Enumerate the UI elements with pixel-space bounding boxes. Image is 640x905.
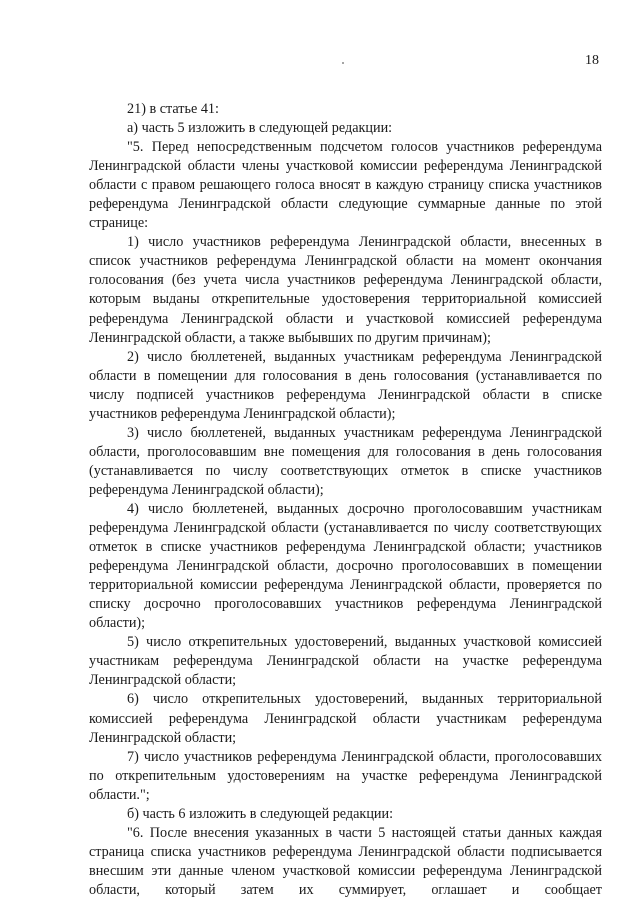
paragraph-part-5-text: "5. Перед непосредственным подсчетом голосов участников референдума Ленинградской области члены участковой комиссии референдума Ленинградской области с правом решающего голоса вносят в каждую страницу списка участников референдума Ленинградской области следующие суммарные данные по этой странице: bbox=[89, 139, 602, 232]
scan-speck bbox=[342, 62, 344, 64]
document-body bbox=[89, 100, 602, 900]
paragraph-item-2: 2) число бюллетеней, выданных участникам референдума Ленинградской области в помещении для голосования в день голосования (устанавливается по числу подписей участников референдума Ленинградской области в списке участников референдума Ленинградской области); bbox=[89, 348, 602, 422]
page-number: 18 bbox=[585, 53, 599, 68]
paragraph-item-4: 4) число бюллетеней, выданных досрочно проголосовавшим участникам референдума Ленинградской области (устанавливается по числу соответствующих отметок в списке участников референдума Ленинградской области; участников референдума Ленинградской области, досрочно проголосовавших в помещении территориальной комиссии референдума Ленинградской области, проверяется по списку досрочно проголосовавших участников референдума Ленинградской области); bbox=[89, 500, 602, 632]
paragraph-item-6: 6) число открепительных удостоверений, выданных территориальной комиссией референдума Ленинградской области участникам референдума Ленинградской области; bbox=[89, 691, 602, 746]
paragraph-item-5: 5) число открепительных удостоверений, выданных участковой комиссией участникам референдума Ленинградской области на участке референдума Ленинградской области; bbox=[89, 634, 602, 689]
paragraph-item-3: 3) число бюллетеней, выданных участникам референдума Ленинградской области, проголосовавшим вне помещения для голосования в день голосования (устанавливается по числу соответствующих отметок в списке участников референдума Ленинградской области); bbox=[89, 424, 602, 498]
paragraph-item-1: 1) число участников референдума Ленинградской области, внесенных в список участников референдума Ленинградской области на момент окончания голосования (без учета числа участников референдума Ленинградской области, которым выданы открепительные удостоверения территориальной комиссией референдума Ленинградской области и участковой комиссией референдума Ленинградской области, а также выбывших по другим причинам); bbox=[89, 234, 602, 346]
paragraph-part-6-text: "6. После внесения указанных в части 5 настоящей статьи данных каждая страница списка участников референдума Ленинградской области подписывается внесшим эти данные членом участковой комиссии референдума Ленинградской области, который затем их суммирует, оглашает и сообщает bbox=[89, 824, 602, 898]
paragraph-part-5-intro: а) часть 5 изложить в следующей редакции: bbox=[127, 120, 393, 137]
paragraph-article-41: 21) в статье 41: bbox=[127, 101, 219, 117]
paragraph-item-7: 7) число участников референдума Ленинградской области, проголосовавших по открепительным удостоверениям на участке референдума Ленинградской области."; bbox=[89, 748, 602, 803]
paragraph-part-6-intro: б) часть 6 изложить в следующей редакции: bbox=[127, 805, 394, 822]
